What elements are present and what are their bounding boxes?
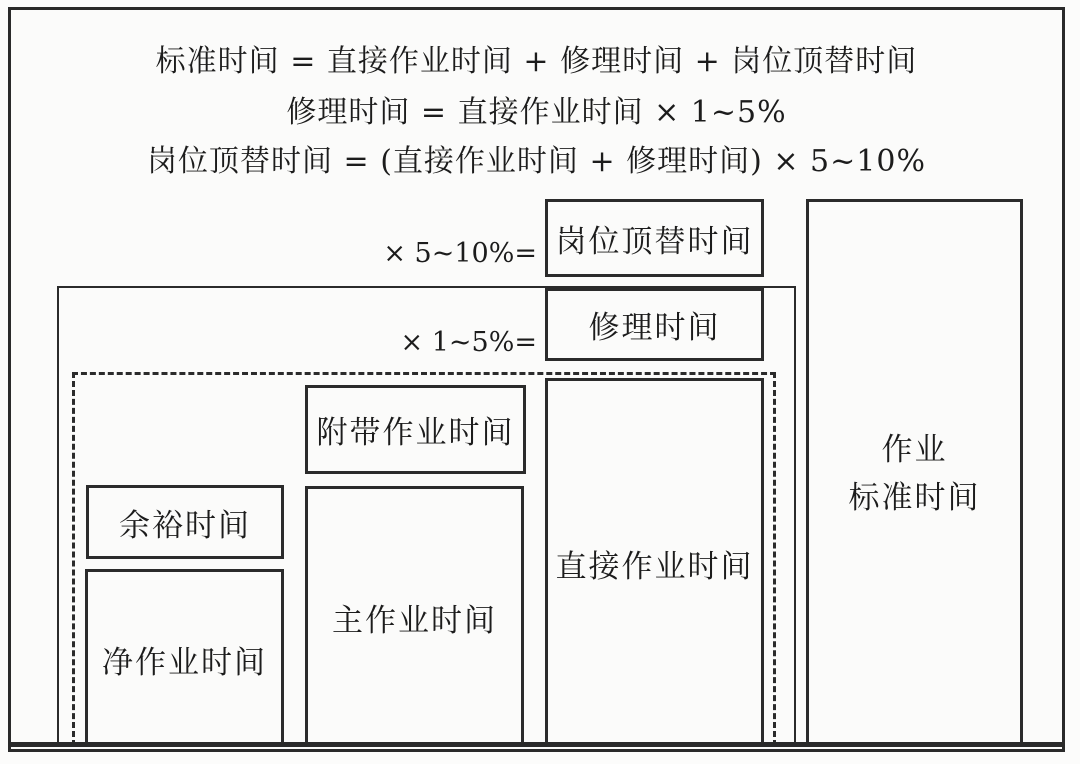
box-main-work-time-label: 主作业时间	[332, 603, 497, 639]
box-net-work-time-label: 净作业时间	[102, 644, 267, 681]
box-net-work-time	[85, 569, 284, 746]
multiplier-label-1-5: × 1~5%=	[400, 327, 537, 358]
box-repair-time-label: 修理时间	[588, 310, 721, 346]
box-direct-work-time-label: 直接作业时间	[555, 549, 754, 585]
multiplier-label-5-10: × 5~10%=	[383, 238, 537, 269]
box-post-replacement-time-label: 岗位顶替时间	[555, 223, 754, 260]
formula-repair-time: 修理时间 = 直接作业时间 × 1~5%	[286, 95, 787, 130]
formula-standard-time: 标准时间 = 直接作业时间 + 修理时间 + 岗位顶替时间	[155, 44, 918, 79]
box-allowance-time-label: 余裕时间	[119, 507, 251, 544]
baseline-rule	[8, 742, 1065, 747]
formula-post-replacement-time: 岗位顶替时间 = (直接作业时间 + 修理时间) × 5~10%	[147, 144, 926, 179]
box-standard-work-time-label-line1: 作业	[881, 431, 948, 468]
box-direct-work-time	[545, 378, 764, 746]
box-repair-time	[545, 288, 764, 361]
box-incidental-work-time	[305, 385, 526, 474]
box-post-replacement-time	[545, 199, 764, 277]
box-standard-work-time	[806, 199, 1023, 746]
box-standard-work-time-label-line2: 标准时间	[848, 480, 981, 516]
box-main-work-time	[305, 486, 524, 746]
box-allowance-time	[86, 485, 284, 559]
box-incidental-work-time-label: 附带作业时间	[316, 415, 515, 451]
